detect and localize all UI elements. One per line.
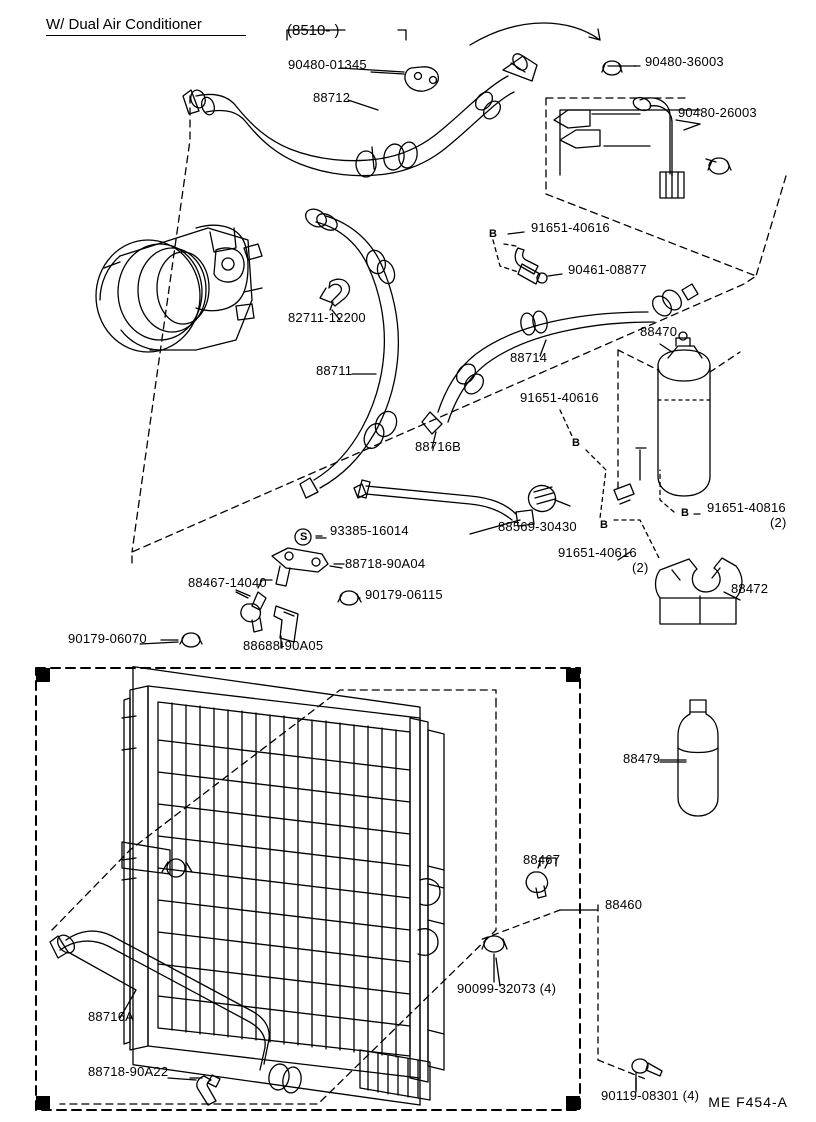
part-label: (2) — [770, 515, 787, 530]
part-label: 88472 — [731, 581, 769, 596]
part-label: 88714 — [510, 350, 548, 365]
part-label: 93385-16014 — [330, 523, 409, 538]
part-label: 90461-08877 — [568, 262, 647, 277]
part-label: 88569-30430 — [498, 519, 577, 534]
part-label: 91651-40616 — [520, 390, 599, 405]
part-label: 88467-14040 — [188, 575, 267, 590]
part-label: 90480-36003 — [645, 54, 724, 69]
part-label: 88716B — [415, 439, 462, 454]
callout-mark-b: B — [681, 507, 690, 519]
part-label: 90119-08301 (4) — [601, 1088, 700, 1103]
part-label: 90179-06070 — [68, 631, 147, 646]
part-label: 88479 — [623, 751, 661, 766]
callout-mark-b: B — [600, 519, 609, 531]
part-label: 88470 — [640, 324, 678, 339]
part-label: 91651-40816 — [707, 500, 786, 515]
sheet-code: ME F454-A — [708, 1094, 788, 1110]
callout-mark-b: B — [572, 437, 581, 449]
part-label: 88467 — [523, 852, 561, 867]
part-label: 88460 — [605, 897, 643, 912]
part-label: 82711-12200 — [288, 310, 366, 325]
part-label: 88688-90A05 — [243, 638, 324, 653]
callout-mark-s: S — [300, 531, 308, 543]
part-label: 90099-32073 (4) — [457, 981, 557, 996]
part-label: 90480-26003 — [678, 105, 757, 120]
part-label: 90480-01345 — [288, 57, 367, 72]
part-label: 91651-40616 — [531, 220, 610, 235]
page-title: W/ Dual Air Conditioner — [46, 16, 202, 33]
part-label: 88711 — [316, 363, 353, 378]
part-label: 88712 — [313, 90, 351, 105]
title-underline — [46, 35, 246, 36]
part-label: 91651-40616 — [558, 545, 637, 560]
part-label: 90179-06115 — [365, 587, 443, 602]
part-label: (2) — [632, 560, 649, 575]
part-label: 88716A — [88, 1009, 135, 1024]
callout-mark-b: B — [489, 228, 498, 240]
group-code: (8510- ) — [287, 22, 340, 39]
part-label: 88718-90A04 — [345, 556, 426, 571]
part-label: 88718-90A22 — [88, 1064, 169, 1079]
